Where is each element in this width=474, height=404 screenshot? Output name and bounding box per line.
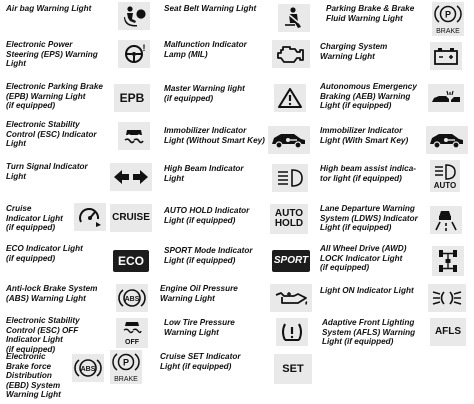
high-beam-icon	[272, 164, 308, 192]
skidding-car-icon	[118, 122, 150, 150]
cruise-text-icon	[110, 204, 152, 232]
ebd-abs-icon-text: ABS	[80, 366, 96, 373]
parking-brake-icon	[432, 2, 464, 36]
entry-label: Electronic Power Steering (EPS) Warning Light	[6, 40, 98, 69]
entry-label: Electronic Brake force Distribution (EBD) System Warning Light	[6, 352, 61, 400]
steering-wheel-warning-icon	[118, 40, 150, 68]
entry-label: Adaptive Front Lighting System (AFLS) Warning Light (if equipped)	[322, 318, 416, 347]
entry-label: Low Tire Pressure Warning Light	[164, 318, 235, 337]
car-key-icon	[268, 126, 310, 154]
auto-text-icon: AUTO	[433, 180, 457, 190]
skidding-car-off-icon	[116, 318, 148, 348]
entry-label: ECO Indicator Light (if equipped)	[6, 244, 83, 263]
epb-icon-text: EPB	[119, 91, 145, 105]
entry-label: AUTO HOLD Indicator Light (if equipped)	[164, 206, 250, 225]
lane-departure-icon	[430, 206, 462, 234]
abs-icon-text: ABS	[124, 296, 140, 303]
entry-label: Cruise Indicator Light (if equipped)	[6, 204, 63, 233]
warning-triangle-icon	[274, 84, 306, 112]
entry-label: Charging System Warning Light	[320, 42, 388, 61]
entry-label: Malfunction Indicator Lamp (MIL)	[164, 40, 247, 59]
auto-hold-icon-text: AUTO HOLD	[274, 208, 304, 229]
svg-text:P: P	[122, 357, 130, 368]
oil-can-icon	[270, 284, 312, 312]
entry-label: Parking Brake & Brake Fluid Warning Light	[326, 4, 415, 23]
brake-icon-text: BRAKE	[436, 28, 460, 35]
entry-label: Master Warning light (if equipped)	[164, 84, 245, 103]
speedometer-cruise-icon	[74, 203, 106, 231]
entry-label: Air bag Warning Light	[6, 4, 92, 13]
svg-text:P: P	[444, 9, 452, 20]
turn-signal-arrows-icon	[110, 163, 152, 191]
abs-circle-icon	[72, 354, 104, 382]
entry-label: Light ON Indicator Light	[320, 286, 414, 295]
svg-text:!: !	[142, 43, 146, 53]
entry-label: Seat Belt Warning Light	[164, 4, 257, 13]
entry-label: SPORT Mode Indicator Light (if equipped)	[164, 246, 253, 265]
afls-icon-text: AFLS	[434, 326, 462, 337]
high-beam-assist-icon	[430, 160, 460, 192]
afls-text-icon	[430, 318, 466, 346]
parking-brake-icon	[110, 350, 142, 384]
seat-belt-icon	[278, 4, 310, 32]
entry-label: Autonomous Emergency Braking (AEB) Warning Light (if equipped)	[320, 82, 417, 111]
esc-off-icon-text: OFF	[125, 339, 139, 346]
entry-label: Cruise SET Indicator Light (if equipped)	[160, 352, 241, 371]
entry-label: High beam assist indica- tor light (if equipped)	[320, 164, 417, 183]
battery-icon	[430, 42, 462, 70]
ebd-brake-icon-text: BRAKE	[114, 376, 138, 383]
epb-text-icon	[114, 84, 150, 112]
tire-pressure-icon	[276, 318, 308, 346]
entry-label: Electronic Stability Control (ESC) OFF Indicator Light (if equipped)	[6, 316, 80, 354]
light-on-icon	[428, 284, 466, 312]
abs-circle-icon	[116, 284, 148, 312]
eco-icon-text: ECO	[117, 254, 144, 268]
auto-hold-text-icon	[270, 204, 308, 234]
entry-label: Lane Departure Warning System (LDWS) Indicator Light (if equipped)	[320, 204, 418, 233]
car-key-icon	[426, 126, 468, 154]
sport-icon-text: SPORT	[273, 255, 309, 266]
awd-lock-icon	[432, 246, 464, 276]
entry-label: Immobilizer Indicator Light (Without Smart Key)	[164, 126, 265, 145]
entry-label: Electronic Stability Control (ESC) Indicator Light	[6, 120, 97, 149]
eco-text-icon	[113, 250, 149, 272]
entry-label: Turn Signal Indicator Light	[6, 162, 88, 181]
set-text-icon	[274, 354, 312, 384]
aeb-collision-icon	[428, 84, 464, 112]
airbag-passenger-icon	[118, 2, 150, 30]
set-icon-text: SET	[282, 362, 304, 375]
sport-text-icon	[272, 250, 310, 272]
entry-label: Anti-lock Brake System (ABS) Warning Light	[6, 284, 98, 303]
entry-label: All Wheel Drive (AWD) LOCK Indicator Light (if equipped)	[320, 244, 407, 273]
entry-label: Immobilizer Indicator Light (With Smart Key)	[320, 126, 409, 145]
engine-icon	[272, 40, 310, 68]
entry-label: Electronic Parking Brake (EPB) Warning Light (if equipped)	[6, 82, 103, 111]
entry-label: Engine Oil Pressure Warning Light	[160, 284, 238, 303]
entry-label: High Beam Indicator Light	[164, 164, 244, 183]
cruise-icon-text: CRUISE	[112, 212, 150, 223]
